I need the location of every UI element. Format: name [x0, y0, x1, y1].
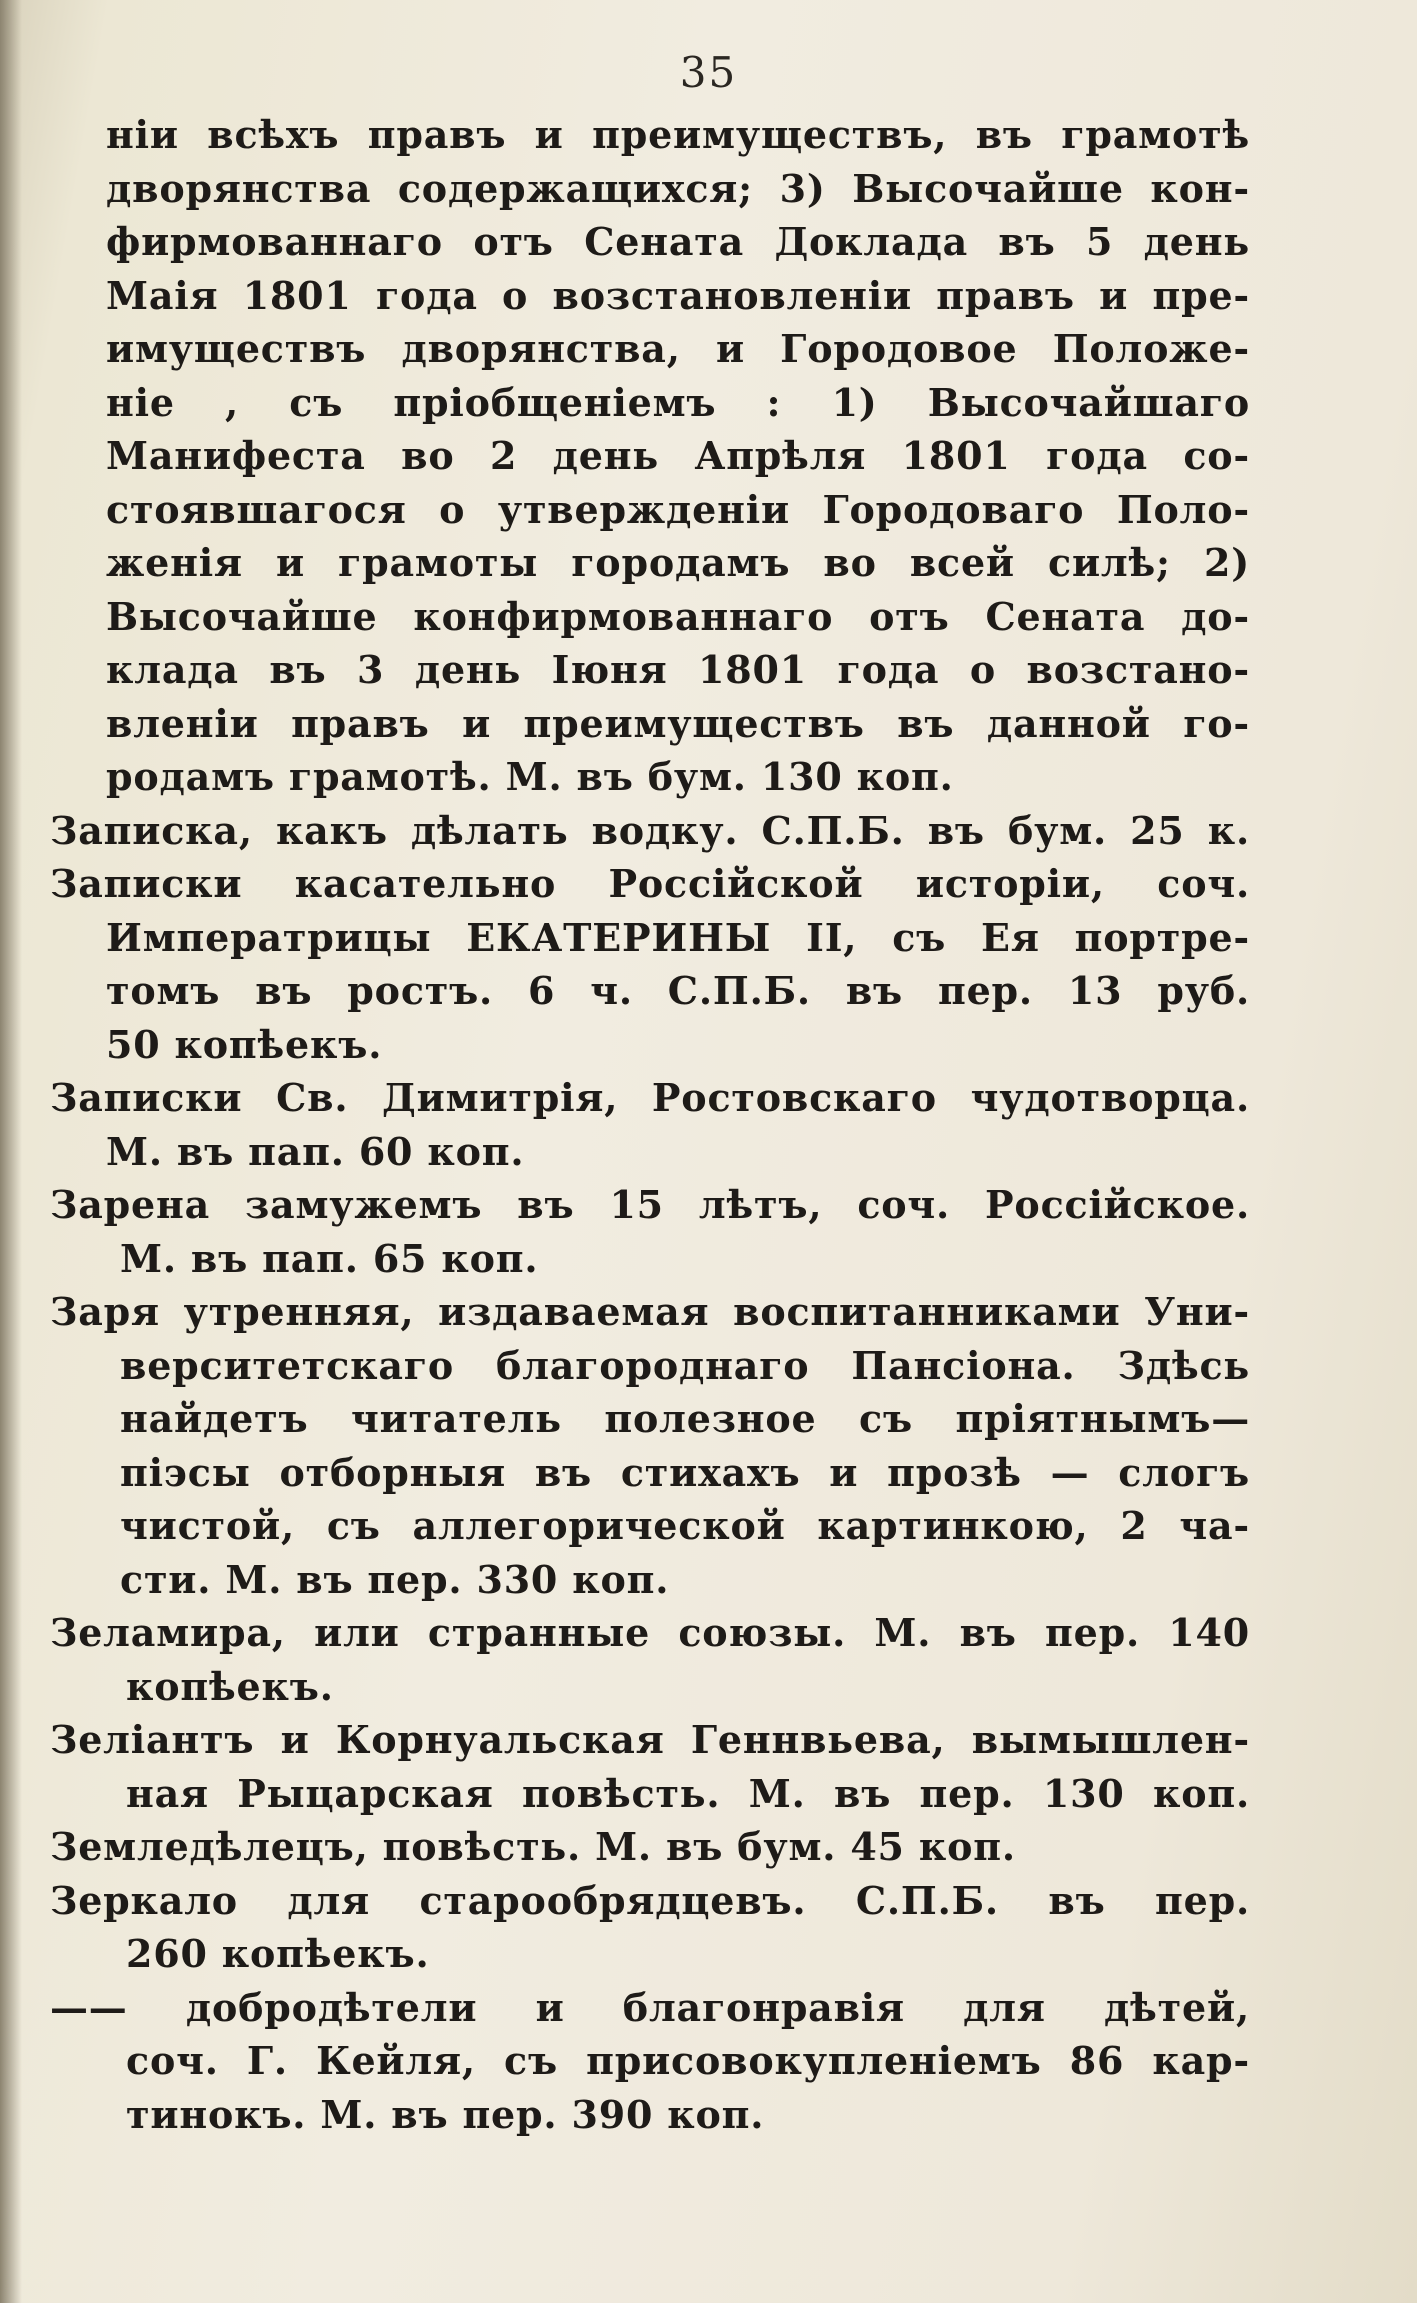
text-line: Записки Св. Димитрія, Ростовскаго чудотворца.: [50, 1075, 1250, 1120]
text-line: фирмованнаго отъ Сената Доклада въ 5 день: [106, 219, 1250, 264]
text-line: Зарена замужемъ въ 15 лѣтъ, соч. Россійское.: [50, 1182, 1250, 1227]
text-line: Зеркало для старообрядцевъ. С.П.Б. въ пер.: [50, 1877, 1250, 1923]
text-line: піэсы отборныя въ стихахъ и прозѣ — слогъ: [120, 1449, 1250, 1495]
text-line: ніи всѣхъ правъ и преимуществъ, въ грамотѣ: [106, 112, 1250, 157]
text-line: сти. М. въ пер. 330 коп.: [120, 1556, 670, 1602]
page-number: 35: [679, 48, 738, 97]
text-line: женія и грамоты городамъ во всей силѣ; 2): [106, 540, 1250, 585]
text-line: копѣекъ.: [126, 1663, 334, 1709]
text-line: верситетскаго благороднаго Пансіона. Здѣсь: [120, 1342, 1250, 1388]
text-line: вленіи правъ и преимуществъ въ данной го-: [106, 700, 1250, 746]
page-edge-shadow: [0, 0, 22, 2303]
text-line: томъ въ ростъ. 6 ч. С.П.Б. въ пер. 13 руб.: [106, 968, 1250, 1013]
text-line: соч. Г. Кейля, съ присовокупленіемъ 86 кар-: [126, 2038, 1250, 2083]
catalog-text: [50, 108, 1250, 2141]
text-line: родамъ грамотѣ. М. въ бум. 130 коп.: [106, 754, 954, 799]
text-line: ная Рыцарская повѣсть. М. въ пер. 130 коп.: [126, 1770, 1250, 1816]
text-line: Зеліантъ и Корнуальская Геннвьева, вымышлен-: [50, 1717, 1250, 1762]
text-line: Высочайше конфирмованнаго отъ Сената до-: [106, 593, 1250, 639]
text-line: М. въ пап. 65 коп.: [120, 1235, 539, 1281]
text-line: тинокъ. М. въ пер. 390 коп.: [126, 2091, 765, 2137]
text-line: Записка, какъ дѣлать водку. С.П.Б. въ бум. 25 к.: [50, 807, 1250, 853]
text-line: Земледѣлецъ, повѣсть. М. въ бум. 45 коп.: [50, 1824, 1016, 1869]
text-line: клада въ 3 день Іюня 1801 года о возстано-: [106, 647, 1250, 692]
text-line: найдетъ читатель полезное съ пріятнымъ—: [120, 1396, 1250, 1441]
text-line: —— добродѣтели и благонравія для дѣтей,: [50, 1984, 1250, 2030]
text-line: М. въ пап. 60 коп.: [106, 1128, 525, 1174]
text-line: Зеламира, или странные союзы. М. въ пер. 140: [50, 1610, 1250, 1655]
text-line: Манифеста во 2 день Апрѣля 1801 года со-: [106, 433, 1250, 478]
text-line: Заря утренняя, издаваемая воспитанниками Уни-: [50, 1289, 1250, 1334]
text-line: Маія 1801 года о возстановленіи правъ и пре-: [106, 272, 1250, 318]
text-line: дворянства содержащихся; 3) Высочайше кон-: [106, 165, 1250, 211]
text-line: 50 копѣекъ.: [106, 1021, 383, 1067]
text-line: Императрицы ЕКАТЕРИНЫ II, съ Ея портре-: [106, 914, 1250, 960]
text-line: 260 копѣекъ.: [126, 1931, 430, 1976]
text-line: стоявшагося о утвержденіи Городоваго Поло-: [106, 486, 1250, 532]
text-line: Записки касательно Россійской исторіи, соч.: [50, 861, 1250, 906]
text-line: чистой, съ аллегорической картинкою, 2 ча-: [120, 1503, 1250, 1548]
text-line: имуществъ дворянства, и Городовое Положе-: [106, 326, 1250, 371]
text-line: ніе , съ пріобщеніемъ : 1) Высочайшаго: [106, 379, 1250, 425]
